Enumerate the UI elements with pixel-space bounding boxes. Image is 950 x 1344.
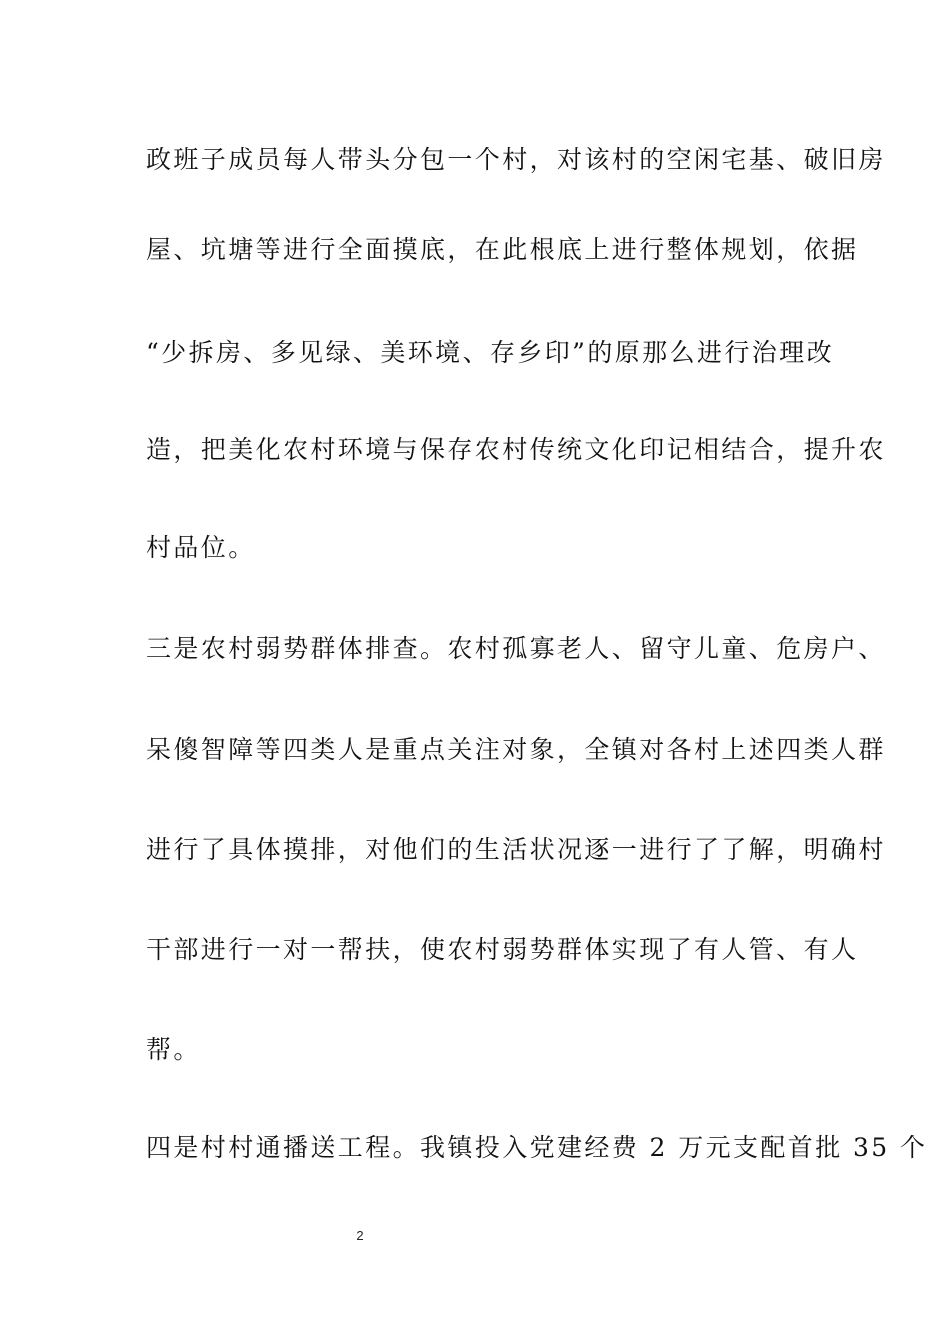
page-number: 2 <box>356 1228 364 1243</box>
text-line: 进行了具体摸排，对他们的生活状况逐一进行了了解，明确村 <box>146 835 886 864</box>
text-line: 屋、坑塘等进行全面摸底，在此根底上进行整体规划，依据 <box>146 235 859 264</box>
text-line: 四是村村通播送工程。我镇投入党建经费 2 万元支配首批 35 个 <box>146 1133 928 1162</box>
text-line: “少拆房、多见绿、美环境、存乡印”的原那么进行治理改 <box>146 338 834 367</box>
text-line: 呆傻智障等四类人是重点关注对象，全镇对各村上述四类人群 <box>146 735 886 764</box>
text-line: 政班子成员每人带头分包一个村，对该村的空闲宅基、破旧房 <box>146 145 886 174</box>
text-line: 帮。 <box>146 1035 201 1064</box>
text-line: 干部进行一对一帮扶，使农村弱势群体实现了有人管、有人 <box>146 935 859 964</box>
text-line: 造，把美化农村环境与保存农村传统文化印记相结合，提升农 <box>146 435 886 464</box>
text-line: 村品位。 <box>146 533 256 562</box>
text-line: 三是农村弱势群体排查。农村孤寡老人、留守儿童、危房户、 <box>146 634 886 663</box>
